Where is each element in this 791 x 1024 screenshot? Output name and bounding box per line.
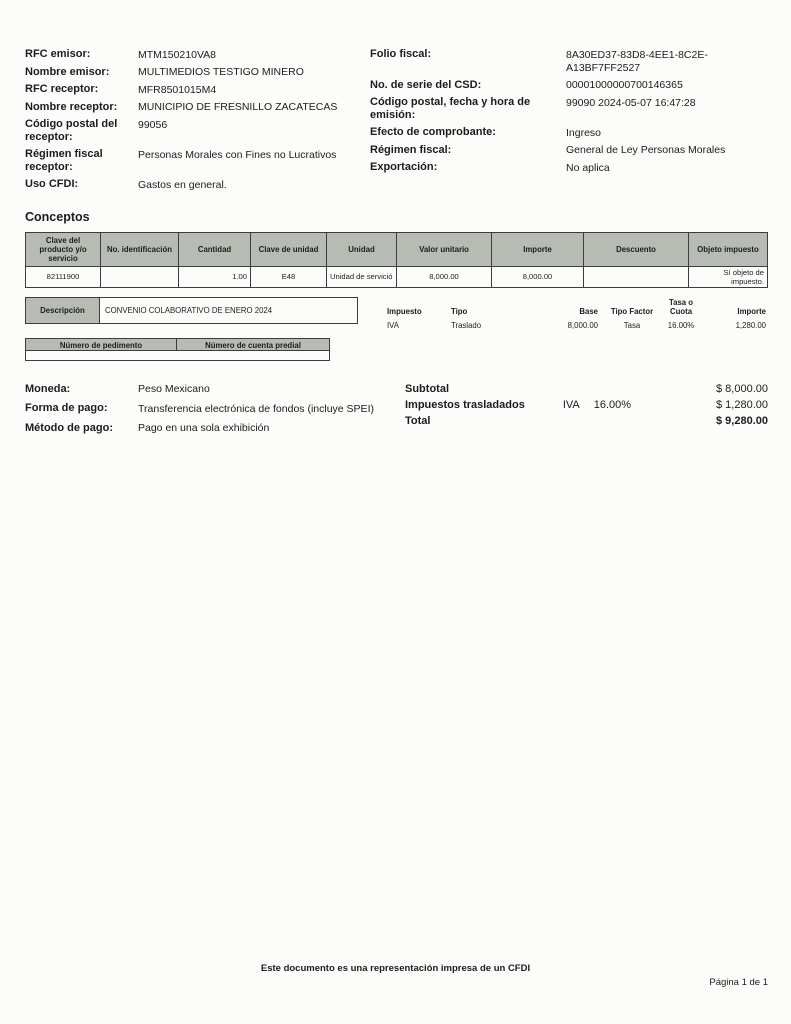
tax-cell: 8,000.00 xyxy=(567,320,598,330)
field-rfc-emisor xyxy=(25,48,370,62)
pedimento-headers xyxy=(25,338,330,351)
tax-cell: IVA xyxy=(387,320,399,330)
conceptos-header-cell: Cantidad xyxy=(179,232,251,266)
tax-cell: Traslado xyxy=(451,320,482,330)
conceptos-cell: 8,000.00 xyxy=(492,266,584,287)
conceptos-cell: 82111900 xyxy=(26,266,101,287)
field-label: Código postal del receptor: xyxy=(25,118,118,143)
field-label: Régimen fiscal: xyxy=(370,143,452,156)
field-value: MUNICIPIO DE FRESNILLO ZACATECAS xyxy=(138,101,338,113)
conceptos-header-cell: Clave de unidad xyxy=(251,232,327,266)
conceptos-header-cell: No. identificación xyxy=(101,232,179,266)
page-number: Página 1 de 1 xyxy=(709,977,768,988)
field-label: Efecto de comprobante: xyxy=(370,126,496,138)
field-value: 99056 xyxy=(138,118,168,131)
field-value: Transferencia electrónica de fondos (incluye SPEI) xyxy=(138,402,374,415)
field-value: Pago en una sola exhibición xyxy=(138,422,270,434)
field-value: No aplica xyxy=(566,161,610,174)
field-efecto-comprobante xyxy=(370,126,768,140)
field-regimen-fiscal xyxy=(370,144,768,158)
field-no-serie-csd xyxy=(370,79,768,93)
subtotal-label: Subtotal xyxy=(405,382,449,395)
impuestos-value: $ 1,280.00 xyxy=(716,398,768,411)
field-value: 8A30ED37-83D8-4EE1-8C2E-A13BF7FF2527 xyxy=(566,48,708,74)
field-nombre-receptor xyxy=(25,101,370,115)
total-label: Total xyxy=(405,414,431,427)
cfdi-print-notice: Este documento es una representación impresa de un CFDI xyxy=(260,963,531,974)
tax-header-row xyxy=(385,297,768,317)
description-and-tax-section xyxy=(25,297,768,331)
field-label: No. de serie del CSD: xyxy=(370,78,482,91)
conceptos-table xyxy=(25,232,768,288)
field-value: General de Ley Personas Morales xyxy=(566,144,726,156)
field-label: Moneda: xyxy=(25,382,71,395)
field-label: Nombre emisor: xyxy=(25,65,110,78)
field-label: Nombre receptor: xyxy=(25,100,118,113)
conceptos-cell xyxy=(101,266,179,287)
field-label: RFC receptor: xyxy=(25,83,99,95)
impuestos-tax-name: IVA xyxy=(562,398,580,411)
field-value: Gastos en general. xyxy=(138,178,227,191)
field-rfc-receptor xyxy=(25,83,370,97)
field-metodo-de-pago xyxy=(25,422,393,436)
field-value: 00001000000700146365 xyxy=(566,79,683,91)
tax-header-cell: Tasa o Cuota xyxy=(668,297,694,316)
field-label: Forma de pago: xyxy=(25,402,108,414)
field-uso-cfdi xyxy=(25,178,370,192)
conceptos-cell: Unidad de servició xyxy=(327,266,397,287)
tax-cell: 1,280.00 xyxy=(735,320,766,330)
description-header-cell: Descripción xyxy=(25,297,100,324)
conceptos-header-cell: Objeto impuesto xyxy=(689,232,768,266)
fiscal-data-column xyxy=(370,48,768,196)
tax-header-cell: Importe xyxy=(737,306,766,316)
field-nombre-emisor xyxy=(25,66,370,80)
field-label: Folio fiscal: xyxy=(370,48,432,60)
impuestos-label: Impuestos trasladados xyxy=(405,398,525,411)
pedimento-empty-row xyxy=(25,351,330,361)
field-value: 99090 2024-05-07 16:47:28 xyxy=(566,96,696,109)
tax-data-row xyxy=(385,317,768,331)
field-label: Uso CFDI: xyxy=(25,178,79,190)
impuestos-trasladados-row xyxy=(405,399,768,412)
tax-header-cell: Tipo Factor xyxy=(610,306,654,316)
field-label: Método de pago: xyxy=(25,421,113,434)
conceptos-header-cell: Clave del producto y/o servicio xyxy=(26,232,101,266)
totals-column xyxy=(393,383,768,442)
total-row xyxy=(405,415,768,428)
subtotal-value: $ 8,000.00 xyxy=(716,382,768,395)
subtotal-row xyxy=(405,383,768,396)
description-value-cell: CONVENIO COLABORATIVO DE ENERO 2024 xyxy=(100,297,358,324)
pedimento-header-cell: Número de pedimento xyxy=(25,338,177,351)
field-value: MFR8501015M4 xyxy=(138,83,217,96)
tax-header-cell: Base xyxy=(579,306,598,316)
field-exportacion xyxy=(370,161,768,175)
conceptos-section-title: Conceptos xyxy=(25,209,90,224)
payment-section xyxy=(25,383,768,442)
field-codigo-postal-fecha-emision xyxy=(370,96,768,122)
field-value: Peso Mexicano xyxy=(138,383,210,395)
conceptos-cell: 8,000.00 xyxy=(397,266,492,287)
field-moneda xyxy=(25,383,393,397)
conceptos-header-cell: Importe xyxy=(492,232,584,266)
conceptos-cell: E48 xyxy=(251,266,327,287)
field-folio-fiscal xyxy=(370,48,768,75)
field-value: Personas Morales con Fines no Lucrativos xyxy=(138,148,337,161)
field-value: Ingreso xyxy=(566,126,602,139)
field-label: Exportación: xyxy=(370,161,438,173)
conceptos-cell: 1.00 xyxy=(179,266,251,287)
field-codigo-postal-receptor xyxy=(25,118,370,144)
field-value: MULTIMEDIOS TESTIGO MINERO xyxy=(138,66,304,78)
field-forma-de-pago xyxy=(25,402,393,416)
field-regimen-fiscal-receptor xyxy=(25,148,370,174)
tax-header-cell: Impuesto xyxy=(387,306,422,316)
conceptos-header-row xyxy=(26,232,768,266)
field-value: MTM150210VA8 xyxy=(138,48,217,61)
conceptos-header-cell: Descuento xyxy=(584,232,689,266)
tax-cell: 16.00% xyxy=(667,320,695,330)
payment-info-column xyxy=(25,383,393,442)
conceptos-data-row xyxy=(26,266,768,287)
header-section xyxy=(25,48,768,196)
conceptos-header-cell: Unidad xyxy=(327,232,397,266)
tax-table xyxy=(385,297,768,331)
impuestos-tax-rate: 16.00% xyxy=(593,398,632,411)
conceptos-cell xyxy=(584,266,689,287)
field-label: Código postal, fecha y hora de emisión: xyxy=(370,96,531,121)
description-block xyxy=(25,297,358,324)
field-label: RFC emisor: xyxy=(25,48,91,60)
pedimento-section xyxy=(25,338,330,361)
total-value: $ 9,280.00 xyxy=(716,414,768,427)
tax-cell: Tasa xyxy=(623,320,641,330)
tax-header-cell: Tipo xyxy=(451,306,468,316)
emitter-receiver-column xyxy=(25,48,370,196)
conceptos-header-cell: Valor unitario xyxy=(397,232,492,266)
field-label: Régimen fiscal receptor: xyxy=(25,148,103,173)
cuenta-predial-header-cell: Número de cuenta predial xyxy=(177,338,330,351)
conceptos-cell: Sí objeto de impuesto. xyxy=(689,266,768,287)
